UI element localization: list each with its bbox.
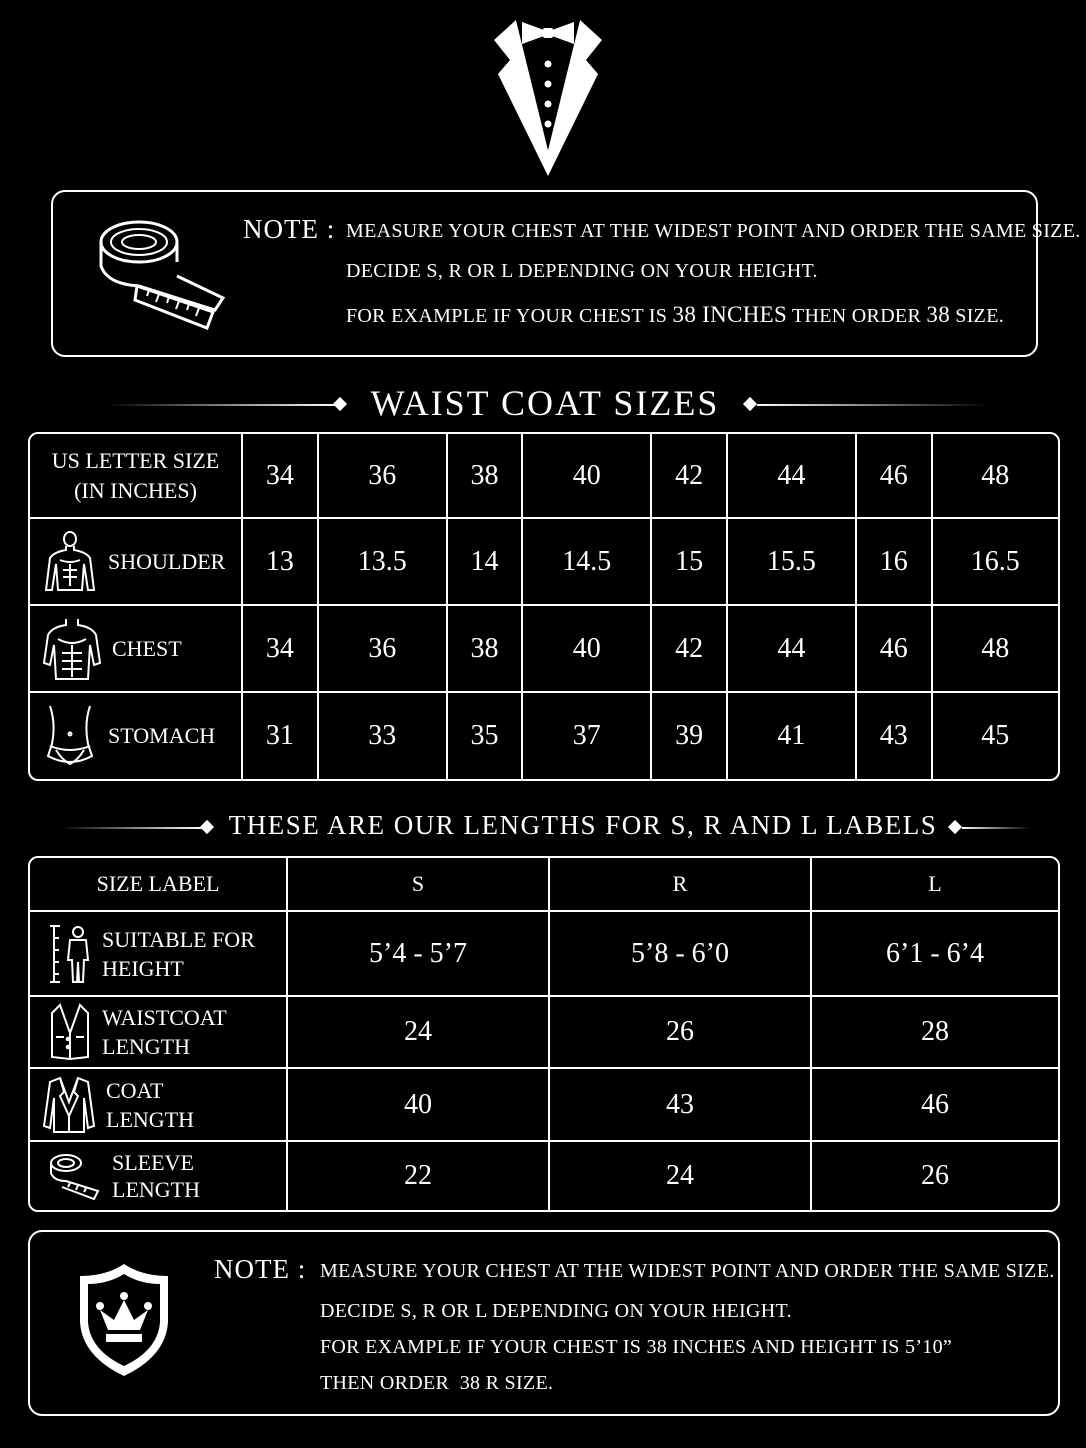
chest-value: 36: [318, 605, 447, 692]
note-line-3: FOR EXAMPLE IF YOUR CHEST IS 38 INCHES THEN ORDER 38 SIZE.: [346, 302, 1005, 327]
title-rule-right: [757, 404, 987, 406]
note-bottom-line-4: THEN ORDER 38 R SIZE.: [320, 1372, 554, 1394]
chest-value: 46: [856, 605, 932, 692]
shoulder-value: 14: [447, 518, 523, 605]
height-range-l: 6’1 - 6’4: [811, 911, 1058, 996]
chest-value: 34: [242, 605, 318, 692]
section-title-waistcoat: WAIST COAT SIZES: [370, 383, 720, 423]
us-letter-size-header: US LETTER SIZE (IN INCHES): [30, 434, 242, 518]
waistcoat-length-label: WAISTCOAT LENGTH: [102, 1005, 227, 1059]
crown-shield-icon: [76, 1260, 172, 1385]
title2-rule-left: [60, 827, 202, 829]
chest-label-cell: [30, 605, 242, 692]
stomach-value: 43: [856, 692, 932, 779]
stomach-value: 45: [932, 692, 1058, 779]
sleeve-length-r: 24: [549, 1141, 811, 1210]
stomach-label-cell: [30, 692, 242, 779]
note-line-2: DECIDE S, R OR L DEPENDING ON YOUR HEIGHT.: [346, 260, 818, 282]
shoulder-value: 16.5: [932, 518, 1058, 605]
stomach-value: 37: [522, 692, 651, 779]
size-cell: 42: [651, 434, 727, 518]
title-rule-left: [105, 404, 337, 406]
note-label-bottom: NOTE :: [214, 1254, 307, 1284]
waistcoat-size-table: [28, 432, 1060, 781]
size-cell: 36: [318, 434, 447, 518]
shoulder-value: 13: [242, 518, 318, 605]
torso-icon: [42, 530, 98, 594]
size-header-row: [30, 434, 1058, 518]
height-label-cell: [30, 911, 287, 996]
coat-length-label: COAT LENGTH: [106, 1077, 194, 1132]
stomach-icon: [42, 704, 98, 768]
title2-diamond-right: [948, 820, 962, 834]
stomach-value: 41: [727, 692, 856, 779]
height-range-s: 5’4 - 5’7: [287, 911, 549, 996]
size-l-header: L: [811, 858, 1058, 911]
coat-length-s: 40: [287, 1068, 549, 1141]
waistcoat-length-row: [30, 996, 1058, 1068]
waistcoat-length-label-cell: [30, 996, 287, 1068]
chest-icon: [42, 617, 102, 681]
stomach-value: 39: [651, 692, 727, 779]
shoulder-label: SHOULDER: [108, 548, 226, 574]
coat-length-l: 46: [811, 1068, 1058, 1141]
sleeve-length-row: [30, 1141, 1058, 1210]
coat-length-label-cell: [30, 1068, 287, 1141]
stomach-row: [30, 692, 1058, 779]
vest-icon: [48, 1003, 92, 1061]
title2-rule-right: [962, 827, 1030, 829]
note-box-bottom: [28, 1230, 1060, 1416]
sleeve-length-s: 22: [287, 1141, 549, 1210]
shoulder-value: 13.5: [318, 518, 447, 605]
stomach-value: 33: [318, 692, 447, 779]
sleeve-length-l: 26: [811, 1141, 1058, 1210]
shoulder-row: [30, 518, 1058, 605]
shoulder-value: 14.5: [522, 518, 651, 605]
tuxedo-logo-icon: [480, 18, 616, 178]
shoulder-value: 15: [651, 518, 727, 605]
note-bottom-line-2: DECIDE S, R OR L DEPENDING ON YOUR HEIGHT.: [320, 1300, 792, 1322]
waistcoat-length-l: 28: [811, 996, 1058, 1068]
height-label: SUITABLE FOR HEIGHT: [102, 926, 255, 981]
note-line-1: MEASURE YOUR CHEST AT THE WIDEST POINT AND ORDER THE SAME SIZE.: [346, 220, 1081, 242]
size-cell: 48: [932, 434, 1058, 518]
section-title-lengths: THESE ARE OUR LENGTHS FOR S, R AND L LABELS: [228, 810, 938, 840]
chest-row: [30, 605, 1058, 692]
size-cell: 40: [522, 434, 651, 518]
stomach-label: STOMACH: [108, 723, 216, 748]
measuring-tape-icon: [97, 214, 227, 337]
length-header-row: [30, 858, 1058, 911]
height-icon: [48, 922, 92, 986]
size-cell: 46: [856, 434, 932, 518]
sleeve-length-label-cell: [30, 1141, 287, 1210]
coat-length-row: [30, 1068, 1058, 1141]
chest-value: 44: [727, 605, 856, 692]
waistcoat-length-s: 24: [287, 996, 549, 1068]
title-diamond-right: [743, 397, 757, 411]
waistcoat-length-r: 26: [549, 996, 811, 1068]
size-cell: 34: [242, 434, 318, 518]
height-row: [30, 911, 1058, 996]
note-bottom-line-3: FOR EXAMPLE IF YOUR CHEST IS 38 INCHES AND HEIGHT IS 5’10”: [320, 1336, 953, 1358]
size-r-header: R: [549, 858, 811, 911]
note-bottom-line-1: MEASURE YOUR CHEST AT THE WIDEST POINT AND ORDER THE SAME SIZE.: [320, 1260, 1055, 1282]
chest-value: 48: [932, 605, 1058, 692]
note-label: NOTE :: [243, 214, 336, 244]
sleeve-length-label: SLEEVE LENGTH: [112, 1150, 200, 1202]
chest-value: 38: [447, 605, 523, 692]
title2-diamond-left: [200, 820, 214, 834]
jacket-icon: [42, 1076, 96, 1134]
title-diamond-left: [333, 397, 347, 411]
chest-value: 42: [651, 605, 727, 692]
shoulder-label-cell: [30, 518, 242, 605]
chest-value: 40: [522, 605, 651, 692]
coat-length-r: 43: [549, 1068, 811, 1141]
height-range-r: 5’8 - 6’0: [549, 911, 811, 996]
size-s-header: S: [287, 858, 549, 911]
shoulder-value: 16: [856, 518, 932, 605]
size-label-header: SIZE LABEL: [30, 858, 287, 911]
length-table: [28, 856, 1060, 1212]
stomach-value: 31: [242, 692, 318, 779]
note-box-top: [51, 190, 1081, 357]
measuring-tape-icon: [48, 1151, 102, 1201]
size-cell: 38: [447, 434, 523, 518]
chest-label: CHEST: [112, 635, 182, 661]
size-cell: 44: [727, 434, 856, 518]
stomach-value: 35: [447, 692, 523, 779]
shoulder-value: 15.5: [727, 518, 856, 605]
